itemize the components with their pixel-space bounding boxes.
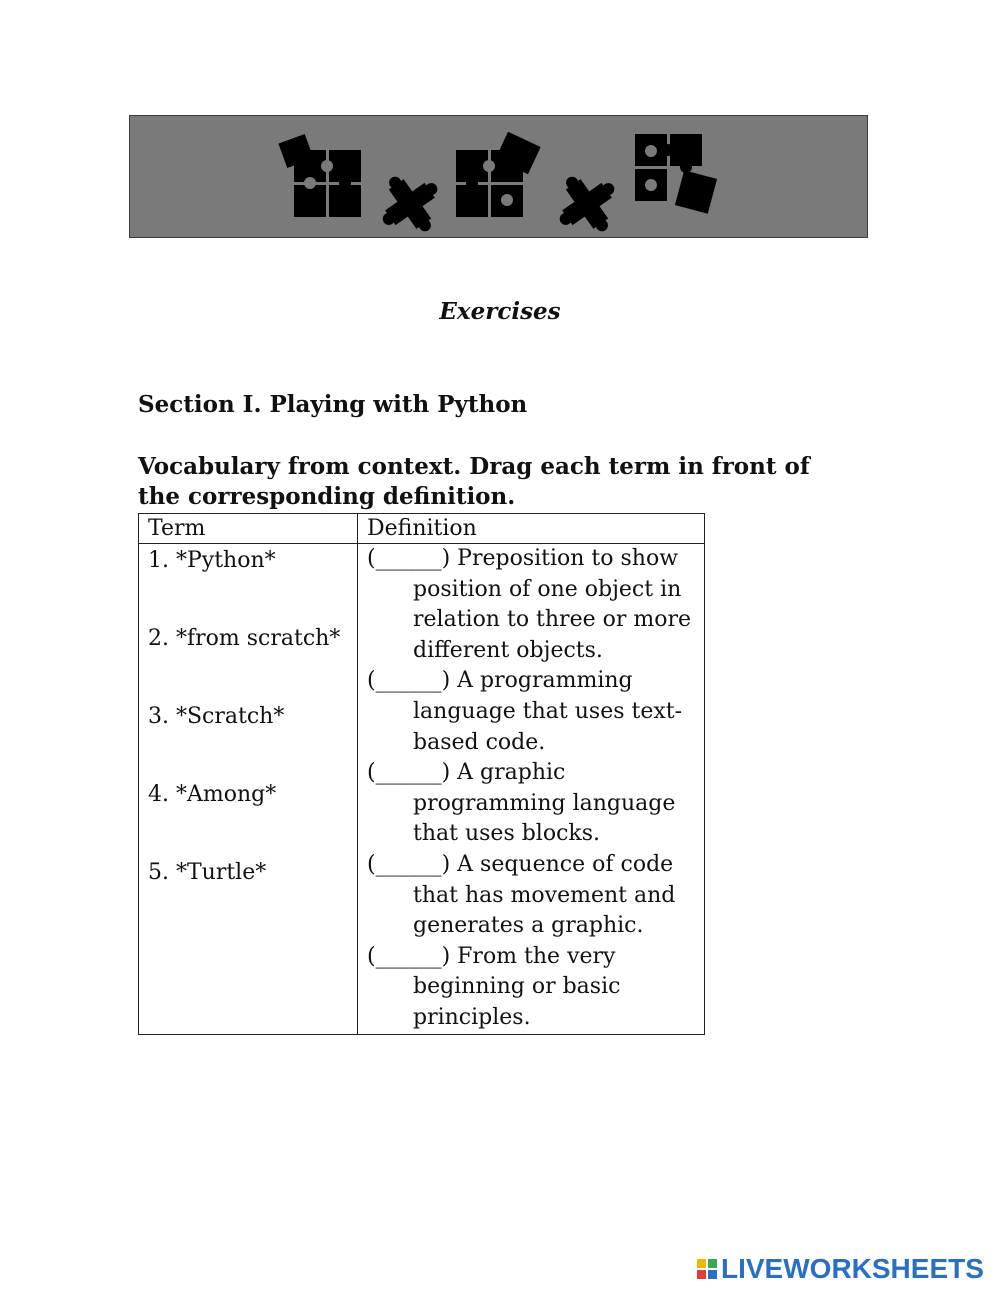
definition-drop-target[interactable]: (______) Preposition to show position of one object in relation to three or more different objects. — [367, 546, 692, 663]
logo-text: LIVEWORKSHEETS — [721, 1253, 984, 1284]
draggable-term[interactable]: 1. *Python* — [148, 548, 276, 573]
draggable-term[interactable]: 2. *from scratch* — [148, 626, 341, 651]
page-title: Exercises — [439, 298, 561, 325]
draggable-term[interactable]: 3. *Scratch* — [148, 704, 285, 729]
definition-drop-target[interactable]: (______) A graphic programming language that uses blocks. — [367, 760, 676, 847]
table-row — [139, 544, 705, 1035]
header-banner — [129, 115, 868, 238]
definition-drop-target[interactable]: (______) From the very beginning or basic principles. — [367, 943, 621, 1030]
terms-cell — [139, 544, 358, 1035]
draggable-term[interactable]: 4. *Among* — [148, 782, 277, 807]
logo-blocks-icon — [697, 1259, 717, 1279]
draggable-term[interactable]: 5. *Turtle* — [148, 860, 267, 885]
liveworksheets-logo — [697, 1253, 984, 1285]
puzzle-pieces-icon — [130, 116, 867, 237]
instructions-text: Vocabulary from context. Drag each term in front of the corresponding definition. — [138, 453, 810, 510]
vocabulary-table — [138, 513, 705, 1035]
definition-drop-target[interactable]: (______) A sequence of code that has movement and generates a graphic. — [367, 851, 676, 939]
section-title: Section I. Playing with Python — [138, 391, 528, 418]
table-header-row — [139, 514, 705, 544]
definition-drop-target[interactable]: (______) A programming language that uses text-based code. — [367, 668, 683, 755]
definitions-cell — [358, 544, 705, 1035]
term-column-header: Term — [139, 514, 358, 544]
definition-column-header: Definition — [358, 514, 705, 544]
